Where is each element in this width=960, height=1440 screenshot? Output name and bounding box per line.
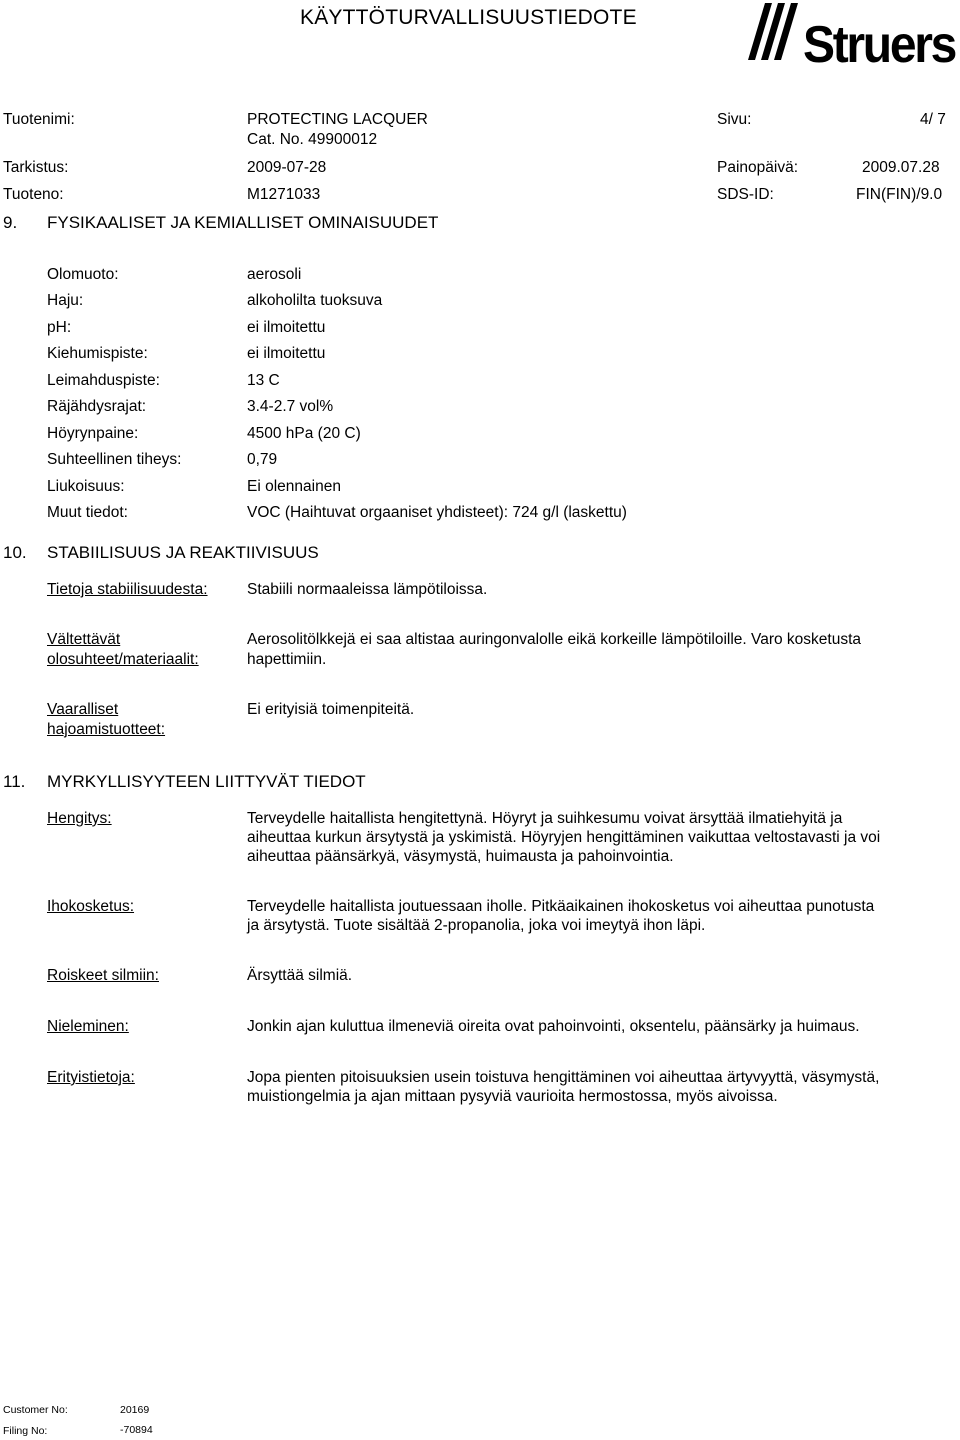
special-info-label: Erityistietoja: xyxy=(47,1069,135,1086)
customer-number-label: Customer No: xyxy=(3,1404,68,1416)
ingestion-label: Nieleminen: xyxy=(47,1018,129,1035)
property-value: ei ilmoitettu xyxy=(247,319,326,336)
property-label: Muut tiedot: xyxy=(47,504,128,521)
inhalation-label: Hengitys: xyxy=(47,810,112,827)
property-value: 0,79 xyxy=(247,451,278,468)
conditions-label-line2: olosuhteet/materiaalit: xyxy=(47,651,199,668)
property-value: ei ilmoitettu xyxy=(247,345,326,362)
section-10-number: 10. xyxy=(3,543,27,562)
product-name: PROTECTING LACQUER xyxy=(247,111,428,128)
eye-contact-label: Roiskeet silmiin: xyxy=(47,967,159,984)
stability-value: Stabiili normaaleissa lämpötiloissa. xyxy=(247,581,488,598)
decomposition-label-line2: hajoamistuotteet: xyxy=(47,721,166,738)
revision-label: Tarkistus: xyxy=(3,159,69,176)
ingestion-text-line: Jonkin ajan kuluttua ilmeneviä oireita ovat pahoinvointi, oksentelu, päänsärky ja huimaus. xyxy=(247,1018,860,1035)
sds-id-label: SDS-ID: xyxy=(717,186,774,203)
struers-wordmark: Struers xyxy=(803,16,956,68)
product-number-label: Tuoteno: xyxy=(3,186,64,203)
property-label: Haju: xyxy=(47,292,84,309)
decomposition-label-line1: Vaaralliset xyxy=(47,701,119,718)
property-value: 3.4-2.7 vol% xyxy=(247,398,334,415)
special-info-text-line: Jopa pienten pitoisuuksien usein toistuva hengittäminen voi aiheuttaa ärtyvyyttä, väsymystä, xyxy=(247,1069,880,1086)
skin-contact-text-line: Terveydelle haitallista joutuessaan iholle. Pitkäaikainen ihokosketus voi aiheuttaa punotusta xyxy=(247,898,875,915)
section-11-title: MYRKYLLISYYTEEN LIITTYVÄT TIEDOT xyxy=(47,772,366,791)
section-11-number: 11. xyxy=(3,772,26,791)
special-info-text-line: muistiongelmia ja ajan mittaan pysyviä vaurioita hermostossa, myös aivoissa. xyxy=(247,1088,778,1105)
property-value: 13 C xyxy=(247,372,280,389)
struers-logo xyxy=(745,2,957,68)
document-title: KÄYTTÖTURVALLISUUSTIEDOTE xyxy=(300,6,637,29)
decomposition-value: Ei erityisiä toimenpiteitä. xyxy=(247,701,415,718)
sds-id: FIN(FIN)/9.0 xyxy=(856,186,943,203)
skin-contact-label: Ihokosketus: xyxy=(47,898,135,915)
property-value: Ei olennainen xyxy=(247,478,341,495)
revision-date: 2009-07-28 xyxy=(247,159,327,176)
page-value: 4/ 7 xyxy=(920,111,946,128)
filing-number: -70894 xyxy=(120,1424,153,1436)
property-label: Olomuoto: xyxy=(47,266,119,283)
page-label: Sivu: xyxy=(717,111,752,128)
property-label: Höyrynpaine: xyxy=(47,425,139,442)
product-name-label: Tuotenimi: xyxy=(3,111,75,128)
property-label: Suhteellinen tiheys: xyxy=(47,451,182,468)
stability-label: Tietoja stabiilisuudesta: xyxy=(47,581,208,598)
property-label: Liukoisuus: xyxy=(47,478,125,495)
print-date: 2009.07.28 xyxy=(862,159,940,176)
eye-contact-text-line: Ärsyttää silmiä. xyxy=(247,967,353,984)
print-date-label: Painopäivä: xyxy=(717,159,799,176)
section-10-title: STABIILISUUS JA REAKTIIVISUUS xyxy=(47,543,319,562)
inhalation-text-line: Terveydelle haitallista hengitettynä. Höyryt ja suihkesumu voivat ärsyttää ilmatiehyitä ja xyxy=(247,810,843,827)
property-label: pH: xyxy=(47,319,72,336)
skin-contact-text-line: ja ärsytystä. Tuote sisältää 2-propanolia, joka voi imeytyä ihon läpi. xyxy=(247,917,706,934)
filing-number-label: Filing No: xyxy=(3,1425,48,1437)
conditions-value-line2: hapettimiin. xyxy=(247,651,327,668)
catalog-number: Cat. No. 49900012 xyxy=(247,131,378,148)
inhalation-text-line: aiheuttaa päänsärkyä, väsymystä, huimausta ja pahoinvointia. xyxy=(247,848,674,865)
section-9-title: FYSIKAALISET JA KEMIALLISET OMINAISUUDET xyxy=(47,213,439,232)
property-label: Kiehumispiste: xyxy=(47,345,148,362)
conditions-label-line1: Vältettävät xyxy=(47,631,121,648)
customer-number: 20169 xyxy=(120,1404,150,1416)
property-value: VOC (Haihtuvat orgaaniset yhdisteet): 724 g/l (laskettu) xyxy=(247,504,627,521)
inhalation-text-line: aiheuttaa kurkun ärsytystä ja yskimistä. Höyryjen hengittäminen vaikuttaa veltostavasti ja voi xyxy=(247,829,881,846)
property-value: aerosoli xyxy=(247,266,302,283)
conditions-value-line1: Aerosolitölkkejä ei saa altistaa auringonvalolle eikä korkeille lämpötiloille. Varo kosketusta xyxy=(247,631,862,648)
property-value: 4500 hPa (20 C) xyxy=(247,425,361,442)
section-9-number: 9. xyxy=(3,213,18,232)
product-number: M1271033 xyxy=(247,186,321,203)
property-value: alkoholilta tuoksuva xyxy=(247,292,383,309)
property-label: Räjähdysrajat: xyxy=(47,398,147,415)
property-label: Leimahduspiste: xyxy=(47,372,160,389)
